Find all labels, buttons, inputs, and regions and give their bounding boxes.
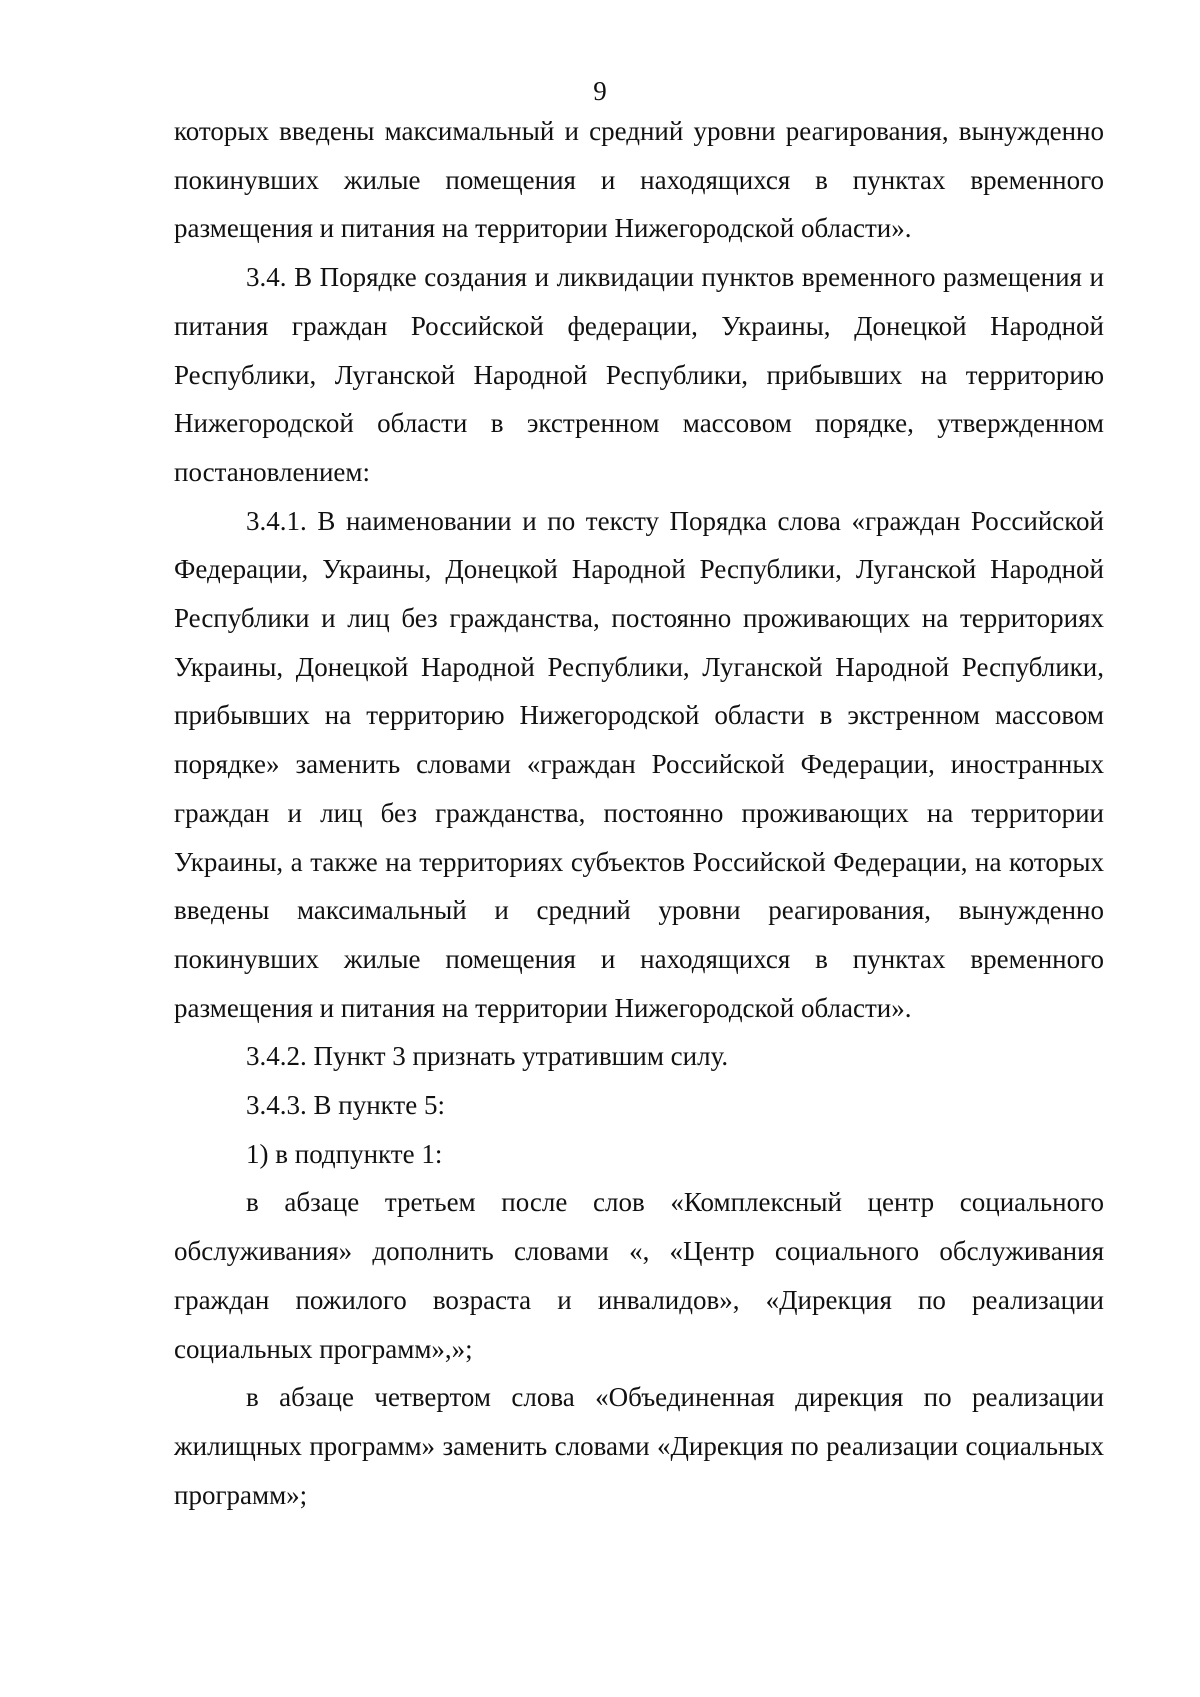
paragraph-3-4-2: 3.4.2. Пункт 3 признать утратившим силу.	[246, 1041, 729, 1072]
page-number: 9	[593, 76, 607, 106]
paragraph-continuation: которых введены максимальный и средний уровни реагирования, вынужденно покинувших жилые помещения и находящихся в пунктах временного размещения и питания на территории Нижегородской области».	[174, 116, 1104, 244]
paragraph-3-4: 3.4. В Порядке создания и ликвидации пунктов временного размещения и питания граждан Российской федерации, Украины, Донецкой Народной Республики, Луганской Народной Республики, прибывших на территорию Нижегородской области в экстренном массовом порядке, утвержденном постановлением:	[174, 262, 1104, 487]
paragraph-3-4-1: 3.4.1. В наименовании и по тексту Порядка слова «граждан Российской Федерации, Украины, Донецкой Народной Республики, Луганской Народной Республики и лиц без гражданства, постоянно проживающих на территориях Украины, Донецкой Народной Республики, Луганской Народной Республики, прибывших на территорию Нижегородской области в экстренном массовом порядке» заменить словами «граждан Российской Федерации, иностранных граждан и лиц без гражданства, постоянно проживающих на территории Украины, а также на территориях субъектов Российской Федерации, на которых введены максимальный и средний уровни реагирования, вынужденно покинувших жилые помещения и находящихся в пунктах временного размещения и питания на территории Нижегородской области».	[174, 505, 1104, 1023]
paragraph-fourth-abzac: в абзаце четвертом слова «Объединенная дирекция по реализации жилищных программ» заменить словами «Дирекция по реализации социальных программ»;	[174, 1382, 1104, 1510]
paragraph-3-4-3: 3.4.3. В пункте 5:	[246, 1090, 445, 1121]
paragraph-third-abzac: в абзаце третьем после слов «Комплексный центр социального обслуживания» дополнить словами «, «Центр социального обслуживания граждан пожилого возраста и инвалидов», «Дирекция по реализации социальных программ»,»;	[174, 1187, 1104, 1364]
paragraph-subitem-1: 1) в подпункте 1:	[246, 1138, 443, 1169]
document-body	[174, 107, 1104, 1519]
